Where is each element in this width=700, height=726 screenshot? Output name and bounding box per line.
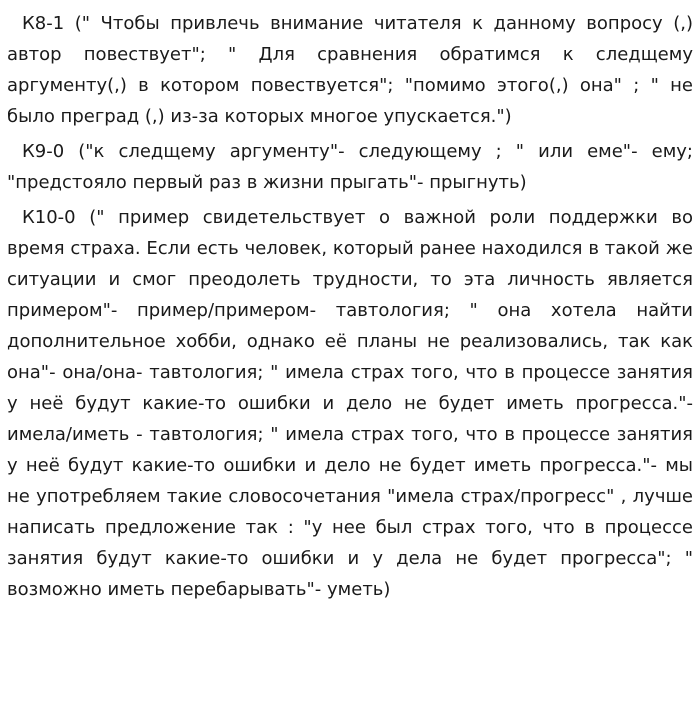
- document-body: [7, 8, 693, 609]
- paragraph-k8: К8-1 (" Чтобы привлечь внимание читателя к данному вопросу (,) автор повествует"; " Для сравнения обратимся к следщему аргументу(,) в котором повествуется"; "помимо этого(,) она" ; " не было преград (,) из-за которых многое упускается."): [7, 13, 693, 127]
- paragraph-k9: К9-0 ("к следщему аргументу"- следующему ; " или еме"- ему; "предстояло первый раз в жизни прыгать"- прыгнуть): [7, 141, 693, 193]
- paragraph-k10: К10-0 (" пример свидетельствует о важной роли поддержки во время страха. Если есть человек, который ранее находился в такой же ситуации и смог преодолеть трудности, то эта личность является примером"- пример/примером- тавтология; " она хотела найти дополнительное хобби, однако её планы не реализовались, так как она"- она/она- тавтология; " имела страх того, что в процессе занятия у неё будут какие-то ошибки и дело не будет иметь прогресса."- имела/иметь - тавтология; " имела страх того, что в процессе занятия у неё будут какие-то ошибки и дело не будет иметь прогресса."- мы не употребляем такие словосочетания "имела страх/прогресс" , лучше написать предложение так : "у нее был страх того, что в процессе занятия будут какие-то ошибки и у дела не будет прогресса"; " возможно иметь перебарывать"- уметь): [7, 207, 693, 600]
